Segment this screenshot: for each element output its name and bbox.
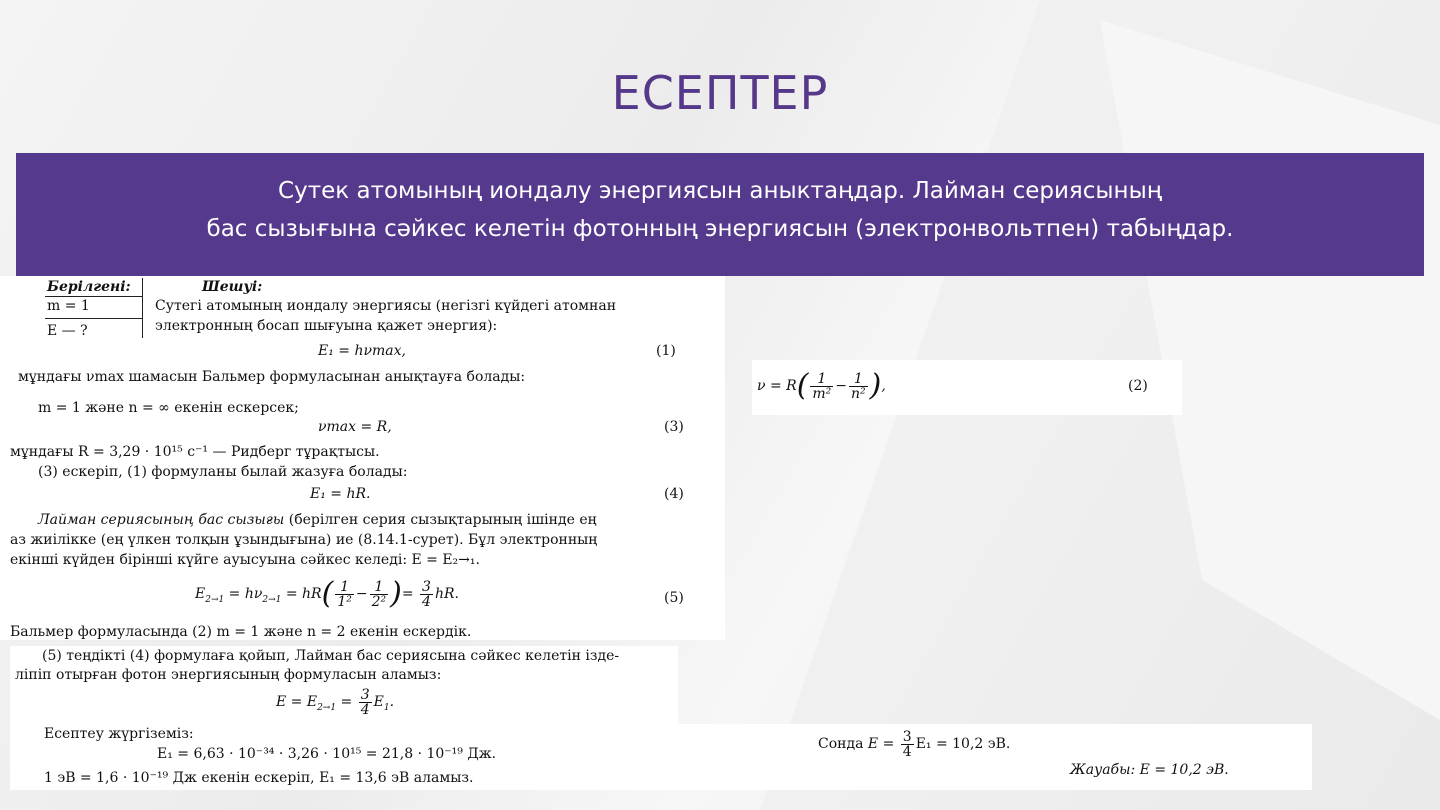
lyman-line-1 [38, 512, 597, 528]
equation-3-number: (3) [664, 419, 684, 435]
lyman-lead: Лайман сериясының бас сызығы [38, 512, 285, 528]
substitution-line-2: ліпіп отырған фотон энергиясының формуласын аламыз: [15, 667, 442, 683]
equation-4: E₁ = hR. [310, 486, 371, 502]
solution-intro-2: электронның босап шығуына қажет энергия): [155, 318, 498, 334]
equation-2-number: (2) [1128, 378, 1148, 394]
equation-5-number: (5) [664, 590, 684, 606]
rydberg-text: мұндағы R = 3,29 · 10¹⁵ с⁻¹ — Ридберг тұрақтысы. [10, 444, 380, 460]
condition-text: m = 1 және n = ∞ екенін ескерсек; [38, 400, 299, 416]
given-unknown: E — ? [47, 323, 88, 339]
solution-header: Шешуі: [202, 279, 263, 295]
equation-1: E₁ = hνmax, [318, 343, 406, 359]
equation-2: ν = R( $\frac{1}{\text{m²}}$ − $\frac{1}{\text{n²}}$ ), [757, 368, 886, 403]
solution-intro-1: Сутегі атомының иондалу энергиясы (негізгі күйдегі атомнан [155, 298, 617, 314]
final-answer: Жауабы: E = 10,2 эВ. [1070, 762, 1229, 778]
calc-header: Есептеу жүргіземіз: [44, 726, 194, 742]
problem-line-1: Сутек атомының иондалу энергиясын аныктаңдар. Лайман сериясының [278, 178, 1162, 204]
balmer-note: Бальмер формуласында (2) m = 1 және n = 2 екенін ескердік. [10, 624, 472, 640]
lyman-line-2: аз жиілікке (ең үлкен толқын ұзындығына) ие (8.14.1-сурет). Бұл электронның [10, 532, 598, 548]
problem-line-2: бас сызығына сәйкес келетін фотонның энергиясын (электронвольтпен) табыңдар. [206, 216, 1234, 242]
equation-1-number: (1) [656, 343, 676, 359]
calculation-scan [10, 646, 678, 790]
given-header: Берілгені: [47, 279, 131, 295]
calc-line-1: E₁ = 6,63 · 10⁻³⁴ · 3,26 · 10¹⁵ = 21,8 · 10⁻¹⁹ Дж. [157, 746, 497, 762]
equation-4-number: (4) [664, 486, 684, 502]
given-underline [45, 296, 142, 297]
lyman-line-3: екінші күйден бірінші күйге ауысуына сәйкес келеді: E = E₂→₁. [10, 552, 480, 568]
where-balmer: мұндағы νmax шамасын Бальмер формуласынан анықтауға болады: [18, 369, 526, 385]
result-line: Сонда E = $\frac{3}{4}$ E₁ = 10,2 эВ. [818, 728, 1011, 760]
balmer-formula-scan [752, 360, 1182, 415]
result-value: E₁ = 10,2 эВ. [915, 736, 1011, 752]
lyman-rest: (берілген серия сызықтарының ішінде ең [284, 512, 597, 528]
given-divider [142, 278, 143, 338]
equation-3: νmax = R, [318, 419, 392, 435]
energy-formula: $E = E_{2\to 1}$ = $\frac{3}{4}$ $E_1$. [276, 686, 395, 718]
slide-title: ЕСЕПТЕР [611, 66, 829, 120]
answer-scan [676, 724, 1312, 790]
calc-line-2: 1 эВ = 1,6 · 10⁻¹⁹ Дж екенін ескеріп, E₁ = 13,6 эВ аламыз. [44, 770, 474, 786]
rewrite-text: (3) ескеріп, (1) формуланы былай жазуға болады: [38, 464, 408, 480]
given-m: m = 1 [47, 298, 90, 314]
equation-5: $E_{2\to 1} = h\nu_{2\to 1} = hR$( $\frac{1}{\text{1²}}$ − $\frac{1}{\text{2²}}$ )= $\frac{3}{4}$ hR. [195, 576, 459, 611]
result-prefix: Сонда [818, 736, 864, 752]
given-separator [45, 318, 142, 319]
solution-scan-main [0, 276, 725, 640]
substitution-line-1: (5) теңдікті (4) формулаға қойып, Лайман бас сериясына сәйкес келетін ізде- [42, 648, 620, 664]
problem-banner [16, 153, 1424, 276]
